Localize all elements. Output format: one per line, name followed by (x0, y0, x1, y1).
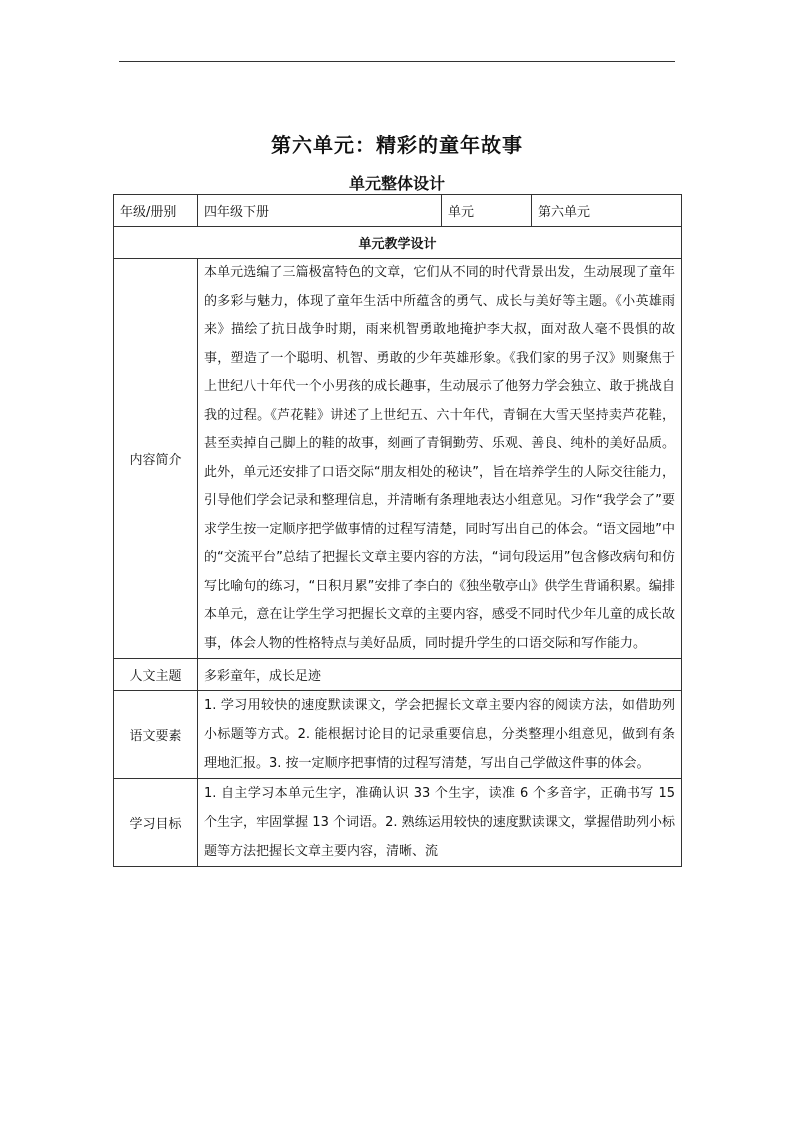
intro-label: 内容简介 (114, 259, 198, 659)
document-title: 第六单元：精彩的童年故事 (271, 133, 523, 157)
theme-label: 人文主题 (114, 659, 198, 691)
intro-row (114, 259, 682, 659)
goals-text: 1. 自主学习本单元生字，准确认识 33 个生字，读准 6 个多音字，正确书写 15 个生字，牢固掌握 13 个词语。2. 熟练运用较快的速度默读课文，掌握借助列小标题等方法把握长文章主要内容，清晰、流 (198, 779, 682, 867)
section-row (114, 227, 682, 259)
header-rule (119, 61, 675, 62)
grade-value: 四年级下册 (198, 195, 442, 227)
unit-value: 第六单元 (532, 195, 682, 227)
meta-row (114, 195, 682, 227)
goals-label: 学习目标 (114, 779, 198, 867)
theme-text: 多彩童年，成长足迹 (198, 659, 682, 691)
unit-label: 单元 (442, 195, 532, 227)
goals-row (114, 779, 682, 867)
grade-label: 年级/册别 (114, 195, 198, 227)
elements-row (114, 691, 682, 779)
unit-design-table (113, 194, 682, 867)
table-title: 单元整体设计 (348, 174, 445, 193)
elements-text: 1. 学习用较快的速度默读课文，学会把握长文章主要内容的阅读方法，如借助列小标题等方式。2. 能根据讨论目的记录重要信息，分类整理小组意见，做到有条理地汇报。3. 按一定顺序把事情的过程写清楚，写出自己学做这件事的体会。 (198, 691, 682, 779)
intro-text: 本单元选编了三篇极富特色的文章，它们从不同的时代背景出发，生动展现了童年的多彩与魅力，体现了童年生活中所蕴含的勇气、成长与美好等主题。《小英雄雨来》描绘了抗日战争时期，雨来机智勇敢地掩护李大叔，面对敌人毫不畏惧的故事，塑造了一个聪明、机智、勇敢的少年英雄形象。《我们家的男子汉》则聚焦于上世纪八十年代一个小男孩的成长趣事，生动展示了他努力学会独立、敢于挑战自我的过程。《芦花鞋》讲述了上世纪五、六十年代，青铜在大雪天坚持卖芦花鞋，甚至卖掉自己脚上的鞋的故事，刻画了青铜勤劳、乐观、善良、纯朴的美好品质。此外，单元还安排了口语交际“朋友相处的秘诀”，旨在培养学生的人际交往能力，引导他们学会记录和整理信息，并清晰有条理地表达小组意见。习作“我学会了”要求学生按一定顺序把学做事情的过程写清楚，同时写出自己的体会。“语文园地”中的“交流平台”总结了把握长文章主要内容的方法，“词句段运用”包含修改病句和仿写比喻句的练习，“日积月累”安排了李白的《独坐敬亭山》供学生背诵积累。编排本单元，意在让学生学习把握长文章的主要内容，感受不同时代少年儿童的成长故事，体会人物的性格特点与美好品质，同时提升学生的口语交际和写作能力。 (198, 259, 682, 659)
elements-label: 语文要素 (114, 691, 198, 779)
section-heading: 单元教学设计 (114, 227, 682, 259)
theme-row (114, 659, 682, 691)
